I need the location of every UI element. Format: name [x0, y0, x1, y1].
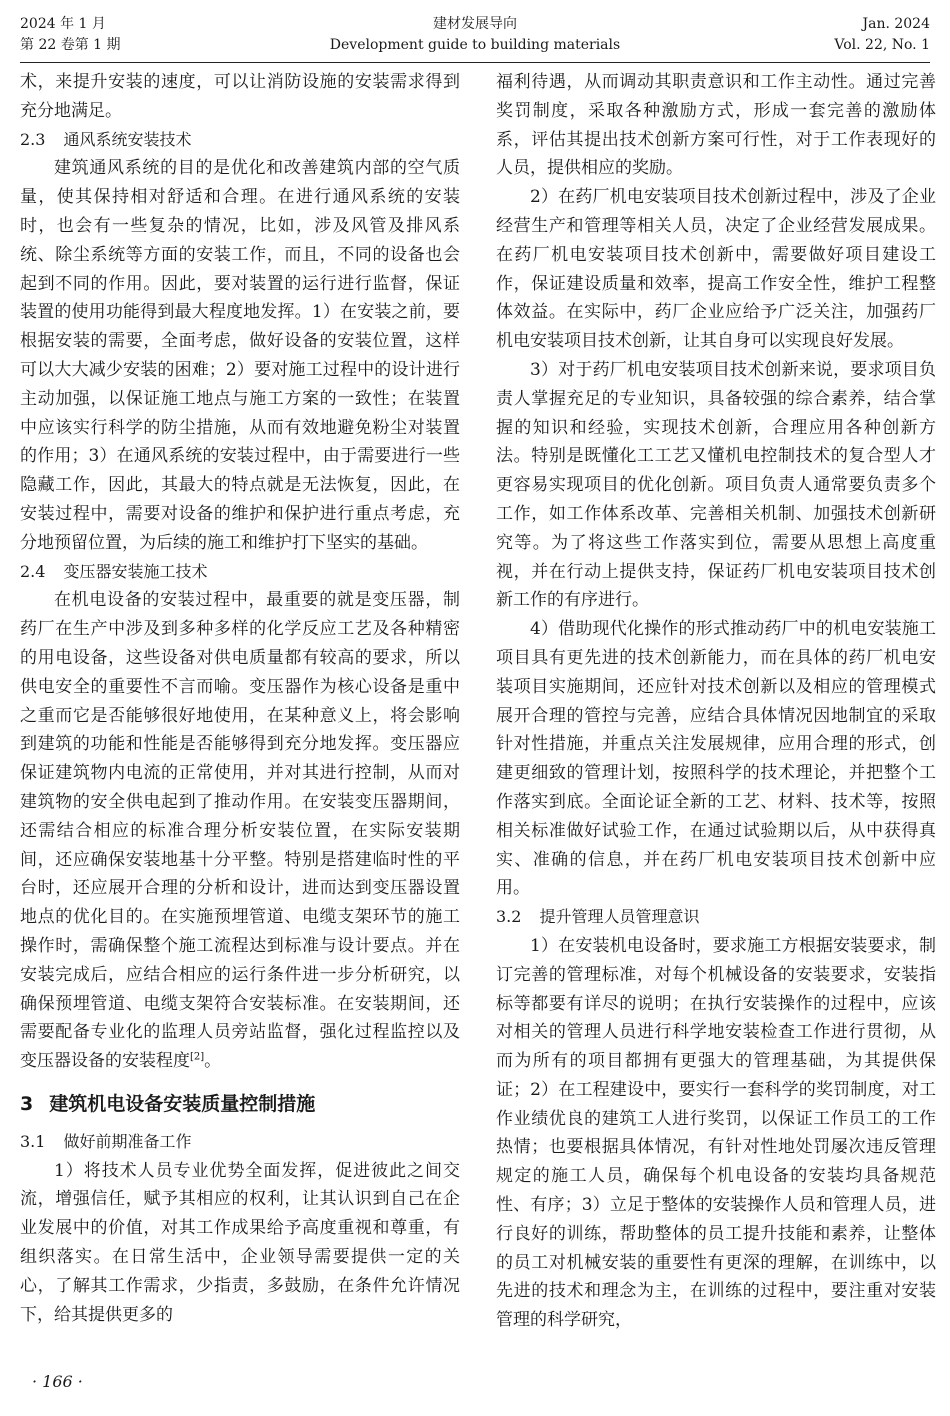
section-heading-3-1: [20, 1128, 460, 1157]
left-column: [20, 68, 460, 1329]
section-number: 2.4: [20, 561, 46, 581]
section-heading-3: [20, 1090, 460, 1118]
paragraph: 福利待遇，从而调动其职责意识和工作主动性。通过完善奖罚制度，采取各种激励方式，形成一套完善的激励体系，评估其提出技术创新方案可行性，对于工作表现好的人员，提供相应的奖励。: [496, 72, 936, 179]
journal-title-en: Development guide to building materials: [329, 37, 621, 53]
section-title: 做好前期准备工作: [63, 1131, 192, 1151]
header-rule: [20, 62, 930, 63]
paragraph: 2）在药厂机电安装项目技术创新过程中，涉及了企业经营生产和管理等相关人员，决定了企业经营发展成果。在药厂机电安装项目技术创新中，需要做好项目建设工作，保证建设质量和效率，提高工作安全性，维护工程整体效益。在实际中，药厂企业应给予广泛关注，加强药厂机电安装项目技术创新，让其自身可以实现良好发展。: [496, 187, 936, 352]
section-heading-3-2: [496, 903, 936, 932]
paragraph: 术，来提升安装的速度，可以让消防设施的安装需求得到充分地满足。: [20, 72, 460, 121]
paragraph: [20, 586, 460, 1076]
section-title: 通风系统安装技术: [63, 129, 192, 149]
section-number: 3.1: [20, 1131, 46, 1151]
section-title: 建筑机电设备安装质量控制措施: [49, 1092, 316, 1115]
citation-ref: [2]: [190, 1051, 205, 1063]
section-number: 2.3: [20, 129, 46, 149]
page-header: [20, 14, 930, 60]
page-number: · 166 ·: [32, 1372, 83, 1391]
journal-date-volume-en: [834, 14, 930, 56]
paragraph: 1）在安装机电设备时，要求施工方根据安装要求，制订完善的管理标准，对每个机械设备的安装要求，安装指标等都要有详尽的说明；在执行安装操作的过程中，应该对相关的管理人员进行科学地安装检查工作进行贯彻，从而为所有的项目都拥有更强大的管理基础，为其提供保证；2）在工程建设中，要实行一套科学的奖罚制度，对工作业绩优良的建筑工人进行奖罚，以保证工作员工的工作热情；也要根据具体情况，有针对性地处罚屡次违反管理规定的施工人员，确保每个机电设备的安装均具备规范性、有序；3）立足于整体的安装操作人员和管理人员，进行良好的训练，帮助整体的员工提升技能和素养，让整体的员工对机械安装的重要性有更深的理解，在训练中，以先进的技术和理念为主，在训练的过程中，要注重对安装管理的科学研究，: [496, 935, 936, 1331]
section-number: 3.2: [496, 907, 522, 927]
right-column: [496, 68, 936, 1335]
header-date-en: Jan. 2024: [862, 16, 930, 32]
paragraph: 3）对于药厂机电安装项目技术创新来说，要求项目负责人掌握充足的专业知识，具备较强的综合素养，结合掌握的知识和经验，实现技术创新，合理应用各种创新方法。特别是既懂化工工艺又懂机电控制技术的复合型人才更容易实现项目的优化创新。项目负责人通常要负责多个工作，如工作体系改革、完善相关机制、加强技术创新研究等。为了将这些工作落实到位，需要从思想上高度重视，并在行动上提供支持，保证药厂机电安装项目技术创新工作的有序进行。: [496, 359, 936, 611]
paragraph: 4）借助现代化操作的形式推动药厂中的机电安装施工项目具有更先进的技术创新能力，而在具体的药厂机电安装项目实施期间，还应针对技术创新以及相应的管理模式展开合理的管控与完善，应结合具体情况因地制宜的采取针对性措施，并重点关注发展规律，应用合理的形式，创建更细致的管理计划，按照科学的技术理论，并把整个工作落实到底。全面论证全新的工艺、材料、技术等，按照相关标准做好试验工作，在通过试验期以后，从中获得真实、准确的信息，并在药厂机电安装项目技术创新中应用。: [496, 619, 936, 899]
header-volume: 第 22 卷第 1 期: [20, 37, 121, 53]
section-title: 提升管理人员管理意识: [539, 907, 700, 927]
paragraph-end: 。: [204, 1051, 222, 1072]
journal-title: [20, 14, 930, 56]
header-date: 2024 年 1 月: [20, 16, 106, 32]
paragraph-text: 在机电设备的安装过程中，最重要的就是变压器，制药厂在生产中涉及到多种多样的化学反应工艺及各种精密的用电设备，这些设备对供电质量都有较高的要求，所以供电安全的重要性不言而喻。变压器作为核心设备是重中之重而它是否能够很好地使用，在某种意义上，将会影响到建筑的功能和性能是否能够得到充分地发挥。变压器应保证建筑物内电流的正常使用，并对其进行控制，从而对建筑物的安全供电起到了推动作用。在安装变压器期间，还需结合相应的标准合理分析安装位置，在实际安装期间，还应确保安装地基十分平整。特别是搭建临时性的平台时，还应展开合理的分析和设计，进而达到变压器设置地点的优化目的。在实施预埋管道、电缆支架环节的施工操作时，需确保整个施工流程达到标准与设计要点。并在安装完成后，应结合相应的运行条件进一步分析研究，以确保预埋管道、电缆支架符合安装标准。在安装期间，还需要配备专业化的监理人员旁站监督，强化过程监控以及变压器设备的安装程度: [20, 590, 460, 1072]
paragraph: 1）将技术人员专业优势全面发挥，促进彼此之间交流，增强信任，赋予其相应的权利，让其认识到自己在企业发展中的价值，对其工作成果给予高度重视和尊重，有组织落实。在日常生活中，企业领导需要提供一定的关心，了解其工作需求，少指责，多鼓励，在条件允许情况下，给其提供更多的: [20, 1160, 460, 1325]
journal-title-cn: 建材发展导向: [433, 16, 517, 32]
section-number: 3: [20, 1092, 34, 1115]
section-title: 变压器安装施工技术: [63, 561, 208, 581]
header-volume-en: Vol. 22, No. 1: [834, 37, 930, 53]
section-heading-2-3: [20, 126, 460, 155]
section-heading-2-4: [20, 558, 460, 587]
paragraph: 建筑通风系统的目的是优化和改善建筑内部的空气质量，使其保持相对舒适和合理。在进行通风系统的安装时，也会有一些复杂的情况，比如，涉及风管及排风系统、除尘系统等方面的安装工作，而且，不同的设备也会起到不同的作用。因此，要对装置的运行进行监督，保证装置的使用功能得到最大程度地发挥。1）在安装之前，要根据安装的需要，全面考虑，做好设备的安装位置，这样可以大大减少安装的困难；2）要对施工过程中的设计进行主动加强，以保证施工地点与施工方案的一致性；在装置中应该实行科学的防尘措施，从而有效地避免粉尘对装置的作用；3）在通风系统的安装过程中，由于需要进行一些隐藏工作，因此，其最大的特点就是无法恢复，因此，在安装过程中，需要对设备的维护和保护进行重点考虑，充分地预留位置，为后续的施工和维护打下坚实的基础。: [20, 158, 460, 553]
